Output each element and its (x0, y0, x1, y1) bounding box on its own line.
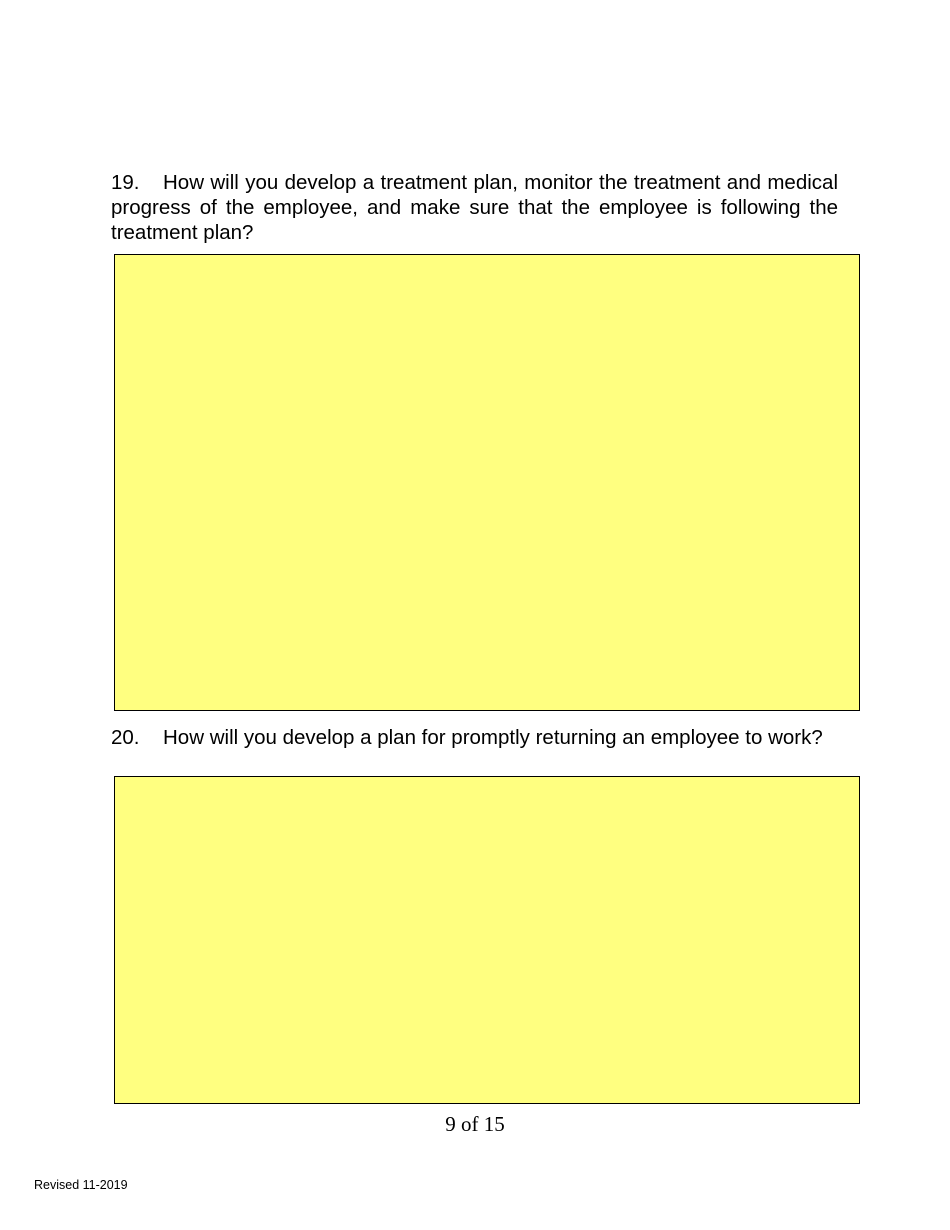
question-20-number: 20. (111, 726, 140, 749)
question-20 (111, 725, 838, 750)
question-19 (111, 170, 838, 245)
question-19-number: 19. (111, 171, 140, 194)
question-19-answer-field[interactable] (114, 254, 860, 711)
question-20-text: How will you develop a plan for promptly returning an employee to work? (163, 726, 823, 749)
page-number: 9 of 15 (445, 1112, 505, 1136)
revision-date: Revised 11-2019 (34, 1178, 128, 1192)
question-19-text: How will you develop a treatment plan, monitor the treatment and medical progress of the employee, and make sure that the employee is following the treatment plan? (111, 171, 838, 244)
question-20-answer-field[interactable] (114, 776, 860, 1104)
